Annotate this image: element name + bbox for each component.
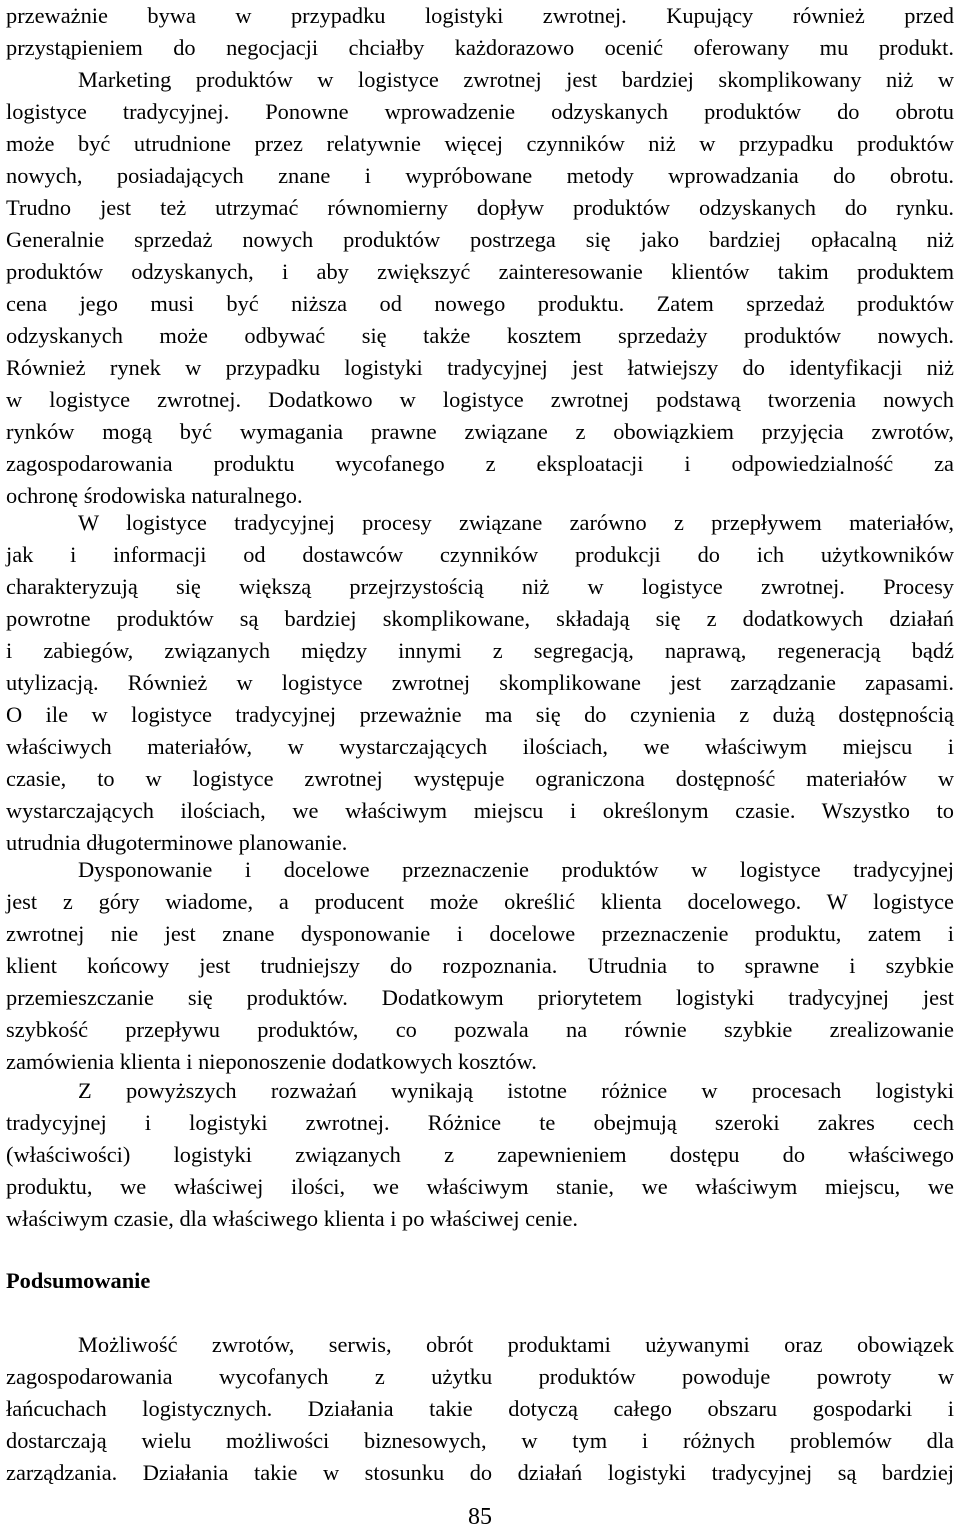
paragraph-1-line-12: Również rynek w przypadku logistyki tradycyjnej jest łatwiejszy do identyfikacji niż <box>6 355 954 380</box>
paragraph-3-line-5: przemieszczanie się produktów. Dodatkowym priorytetem logistyki tradycyjnej jest <box>6 985 954 1010</box>
paragraph-3-line-4: klient końcowy jest trudniejszy do rozpoznania. Utrudnia to sprawne i szybkie <box>6 953 954 978</box>
paragraph-1-line-9: produktów odzyskanych, i aby zwiększyć zainteresowanie klientów takim produktem <box>6 259 954 284</box>
paragraph-1-line-4: logistyce tradycyjnej. Ponowne wprowadzenie odzyskanych produktów do obrotu <box>6 99 954 124</box>
paragraph-4-line-5: właściwym czasie, dla właściwego klienta i po właściwej cenie. <box>6 1206 578 1231</box>
paragraph-1-line-11: odzyskanych może odbywać się także kosztem sprzedaży produktów nowych. <box>6 323 954 348</box>
paragraph-1-line-8: Generalnie sprzedaż nowych produktów postrzega się jako bardziej opłacalną niż <box>6 227 954 252</box>
paragraph-1-line-5: może być utrudnione przez relatywnie więcej czynników niż w przypadku produktów <box>6 131 954 156</box>
paragraph-2-line-8: właściwych materiałów, w wystarczających ilościach, we właściwym miejscu i <box>6 734 954 759</box>
paragraph-2-line-3: charakteryzują się większą przejrzystością niż w logistyce zwrotnej. Procesy <box>6 574 954 599</box>
summary-line-1: Możliwość zwrotów, serwis, obrót produktami używanymi oraz obowiązek <box>78 1332 954 1357</box>
paragraph-4-line-3: (właściwości) logistyki związanych z zapewnieniem dostępu do właściwego <box>6 1142 954 1167</box>
paragraph-2-line-2: jak i informacji od dostawców czynników produkcji do ich użytkowników <box>6 542 954 567</box>
paragraph-2-line-5: i zabiegów, związanych między innymi z segregacją, naprawą, regeneracją bądź <box>6 638 954 663</box>
summary-heading: Podsumowanie <box>6 1268 151 1293</box>
paragraph-1-line-16: ochronę środowiska naturalnego. <box>6 483 303 508</box>
paragraph-4-line-2: tradycyjnej i logistyki zwrotnej. Różnice te obejmują szeroki zakres cech <box>6 1110 954 1135</box>
paragraph-2-line-4: powrotne produktów są bardziej skomplikowane, składają się z dodatkowych działań <box>6 606 954 631</box>
paragraph-3-line-6: szybkość przepływu produktów, co pozwala na równie szybkie zrealizowanie <box>6 1017 954 1042</box>
paragraph-3-line-3: zwrotnej nie jest znane dysponowanie i docelowe przeznaczenie produktu, zatem i <box>6 921 954 946</box>
paragraph-3-line-7: zamówienia klienta i nieponoszenie dodatkowych kosztów. <box>6 1049 537 1074</box>
paragraph-1-line-13: w logistyce zwrotnej. Dodatkowo w logistyce zwrotnej podstawą tworzenia nowych <box>6 387 954 412</box>
summary-line-2: zagospodarowania wycofanych z użytku produktów powoduje powroty w <box>6 1364 954 1389</box>
paragraph-2-line-7: O ile w logistyce tradycyjnej przeważnie ma się do czynienia z dużą dostępnością <box>6 702 954 727</box>
paragraph-2-line-6: utylizacją. Również w logistyce zwrotnej skomplikowane jest zarządzanie zapasami. <box>6 670 954 695</box>
paragraph-2-line-9: czasie, to w logistyce zwrotnej występuje ograniczona dostępność materiałów w <box>6 766 954 791</box>
paragraph-3-line-2: jest z góry wiadome, a producent może określić klienta docelowego. W logistyce <box>6 889 954 914</box>
paragraph-4-line-1: Z powyższych rozważań wynikają istotne różnice w procesach logistyki <box>78 1078 954 1103</box>
paragraph-2-line-1: W logistyce tradycyjnej procesy związane zarówno z przepływem materiałów, <box>78 510 954 535</box>
paragraph-1-line-10: cena jego musi być niższa od nowego produktu. Zatem sprzedaż produktów <box>6 291 954 316</box>
summary-line-3: łańcuchach logistycznych. Działania takie dotyczą całego obszaru gospodarki i <box>6 1396 954 1421</box>
summary-line-5: zarządzania. Działania takie w stosunku do działań logistyki tradycyjnej są bardziej <box>6 1460 954 1485</box>
paragraph-3-line-1: Dysponowanie i docelowe przeznaczenie produktów w logistyce tradycyjnej <box>78 857 954 882</box>
paragraph-4-line-4: produktu, we właściwej ilości, we właściwym stanie, we właściwym miejscu, we <box>6 1174 954 1199</box>
paragraph-1-line-3: Marketing produktów w logistyce zwrotnej jest bardziej skomplikowany niż w <box>78 67 954 92</box>
paragraph-1-line-7: Trudno jest też utrzymać równomierny dopływ produktów odzyskanych do rynku. <box>6 195 954 220</box>
paragraph-2-line-10: wystarczających ilościach, we właściwym miejscu i określonym czasie. Wszystko to <box>6 798 954 823</box>
paragraph-2-line-11: utrudnia długoterminowe planowanie. <box>6 830 348 855</box>
paragraph-1-line-14: rynków mogą być wymagania prawne związane z obowiązkiem przyjęcia zwrotów, <box>6 419 954 444</box>
paragraph-1-line-2: przystąpieniem do negocjacji chciałby każdorazowo ocenić oferowany mu produkt. <box>6 35 954 60</box>
page-number: 85 <box>468 1504 492 1530</box>
paragraph-1-line-15: zagospodarowania produktu wycofanego z eksploatacji i odpowiedzialność za <box>6 451 954 476</box>
summary-line-4: dostarczają wielu możliwości biznesowych, w tym i różnych problemów dla <box>6 1428 954 1453</box>
paragraph-1-line-1: przeważnie bywa w przypadku logistyki zwrotnej. Kupujący również przed <box>6 3 954 28</box>
paragraph-1-line-6: nowych, posiadających znane i wypróbowane metody wprowadzania do obrotu. <box>6 163 954 188</box>
